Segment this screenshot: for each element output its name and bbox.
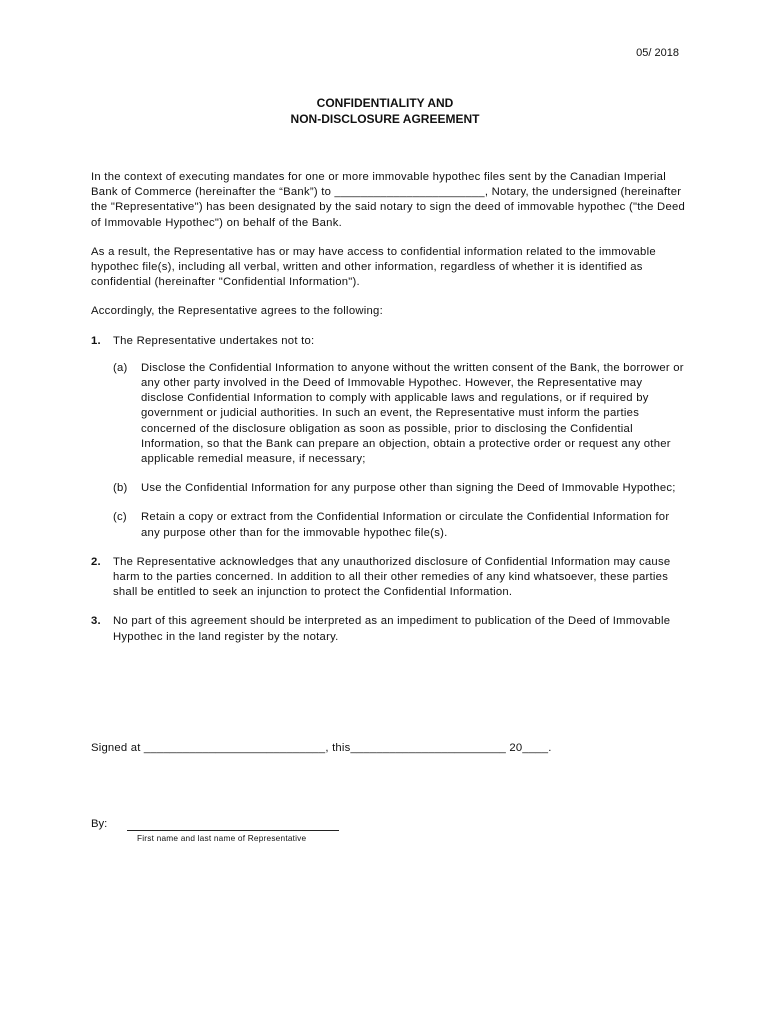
signature-line: [127, 830, 339, 831]
title-line-1: CONFIDENTIALITY AND: [316, 96, 454, 110]
agreement-body: [91, 170, 688, 659]
clause-3-number: 3.: [91, 615, 101, 628]
clause-2-text: The Representative acknowledges that any unauthorized disclosure of Confidential Information may cause harm to the parties concerned. In addition to all their other remedies of any kind whatsoever, these parties shall be entitled to seek an injunction to protect the Confidential Information.: [113, 555, 671, 599]
clause-1c: [113, 510, 688, 540]
document-date: 05/ 2018: [636, 47, 679, 59]
clause-1-number: 1.: [91, 334, 101, 347]
signature-caption: First name and last name of Representative: [137, 833, 307, 843]
clause-1: [91, 334, 688, 541]
intro-paragraph-2: As a result, the Representative has or may have access to confidential information related to the immovable hypothec file(s), including all verbal, written and other information, regardless of whether it is identified as confidential (hereinafter "Confidential Information").: [91, 245, 656, 289]
clause-1c-text: Retain a copy or extract from the Confidential Information or circulate the Confidential Information for any purpose other than for the immovable hypothec file(s).: [141, 511, 670, 539]
clause-1a-text: Disclose the Confidential Information to anyone without the written consent of the Bank, the borrower or any other party involved in the Deed of Immovable Hypothec. However, the Representative may disclose Confidential Information to comply with applicable laws and regulations, or if required by government or judicial authorities. In such an event, the Representative must inform the parties concerned of the disclosure obligation as soon as possible, prior to disclosing the Confidential Information, so that the Bank can prepare an objection, obtain a protective order or request any other applicable remedial measure, if necessary;: [141, 361, 684, 466]
clause-1-content: [113, 334, 688, 541]
clause-1b-text: Use the Confidential Information for any purpose other than signing the Deed of Immovable Hypothec;: [141, 482, 676, 495]
intro-paragraph-3: Accordingly, the Representative agrees to the following:: [91, 305, 383, 318]
title-line-2: NON-DISCLOSURE AGREEMENT: [290, 112, 480, 126]
clause-2-number: 2.: [91, 555, 101, 568]
intro-paragraph-1: In the context of executing mandates for one or more immovable hypothec files sent by the Canadian Imperial Bank of Commerce (hereinafter the “Bank”) to _______________________, Notary, the undersigned (hereinafter the "Representative") has been designated by the said notary to sign the deed of immovable hypothec ("the Deed of Immovable Hypothec") on behalf of the Bank.: [91, 171, 686, 229]
clause-1c-label: (c): [113, 511, 127, 524]
by-label: By:: [91, 818, 108, 830]
signed-at-line: Signed at ____________________________, this________________________ 20____.: [91, 742, 552, 754]
clause-1a-label: (a): [113, 361, 128, 374]
clause-2: [91, 555, 688, 601]
clause-3-text: No part of this agreement should be interpreted as an impediment to publication of the Deed of Immovable Hypothec in the land register by the notary.: [113, 615, 671, 643]
clause-3: [91, 614, 688, 644]
clause-1-text: The Representative undertakes not to:: [113, 334, 315, 347]
clause-1b-label: (b): [113, 482, 128, 495]
clause-1b: [113, 481, 688, 496]
clause-1a: [113, 361, 688, 467]
document-title: [0, 95, 770, 127]
